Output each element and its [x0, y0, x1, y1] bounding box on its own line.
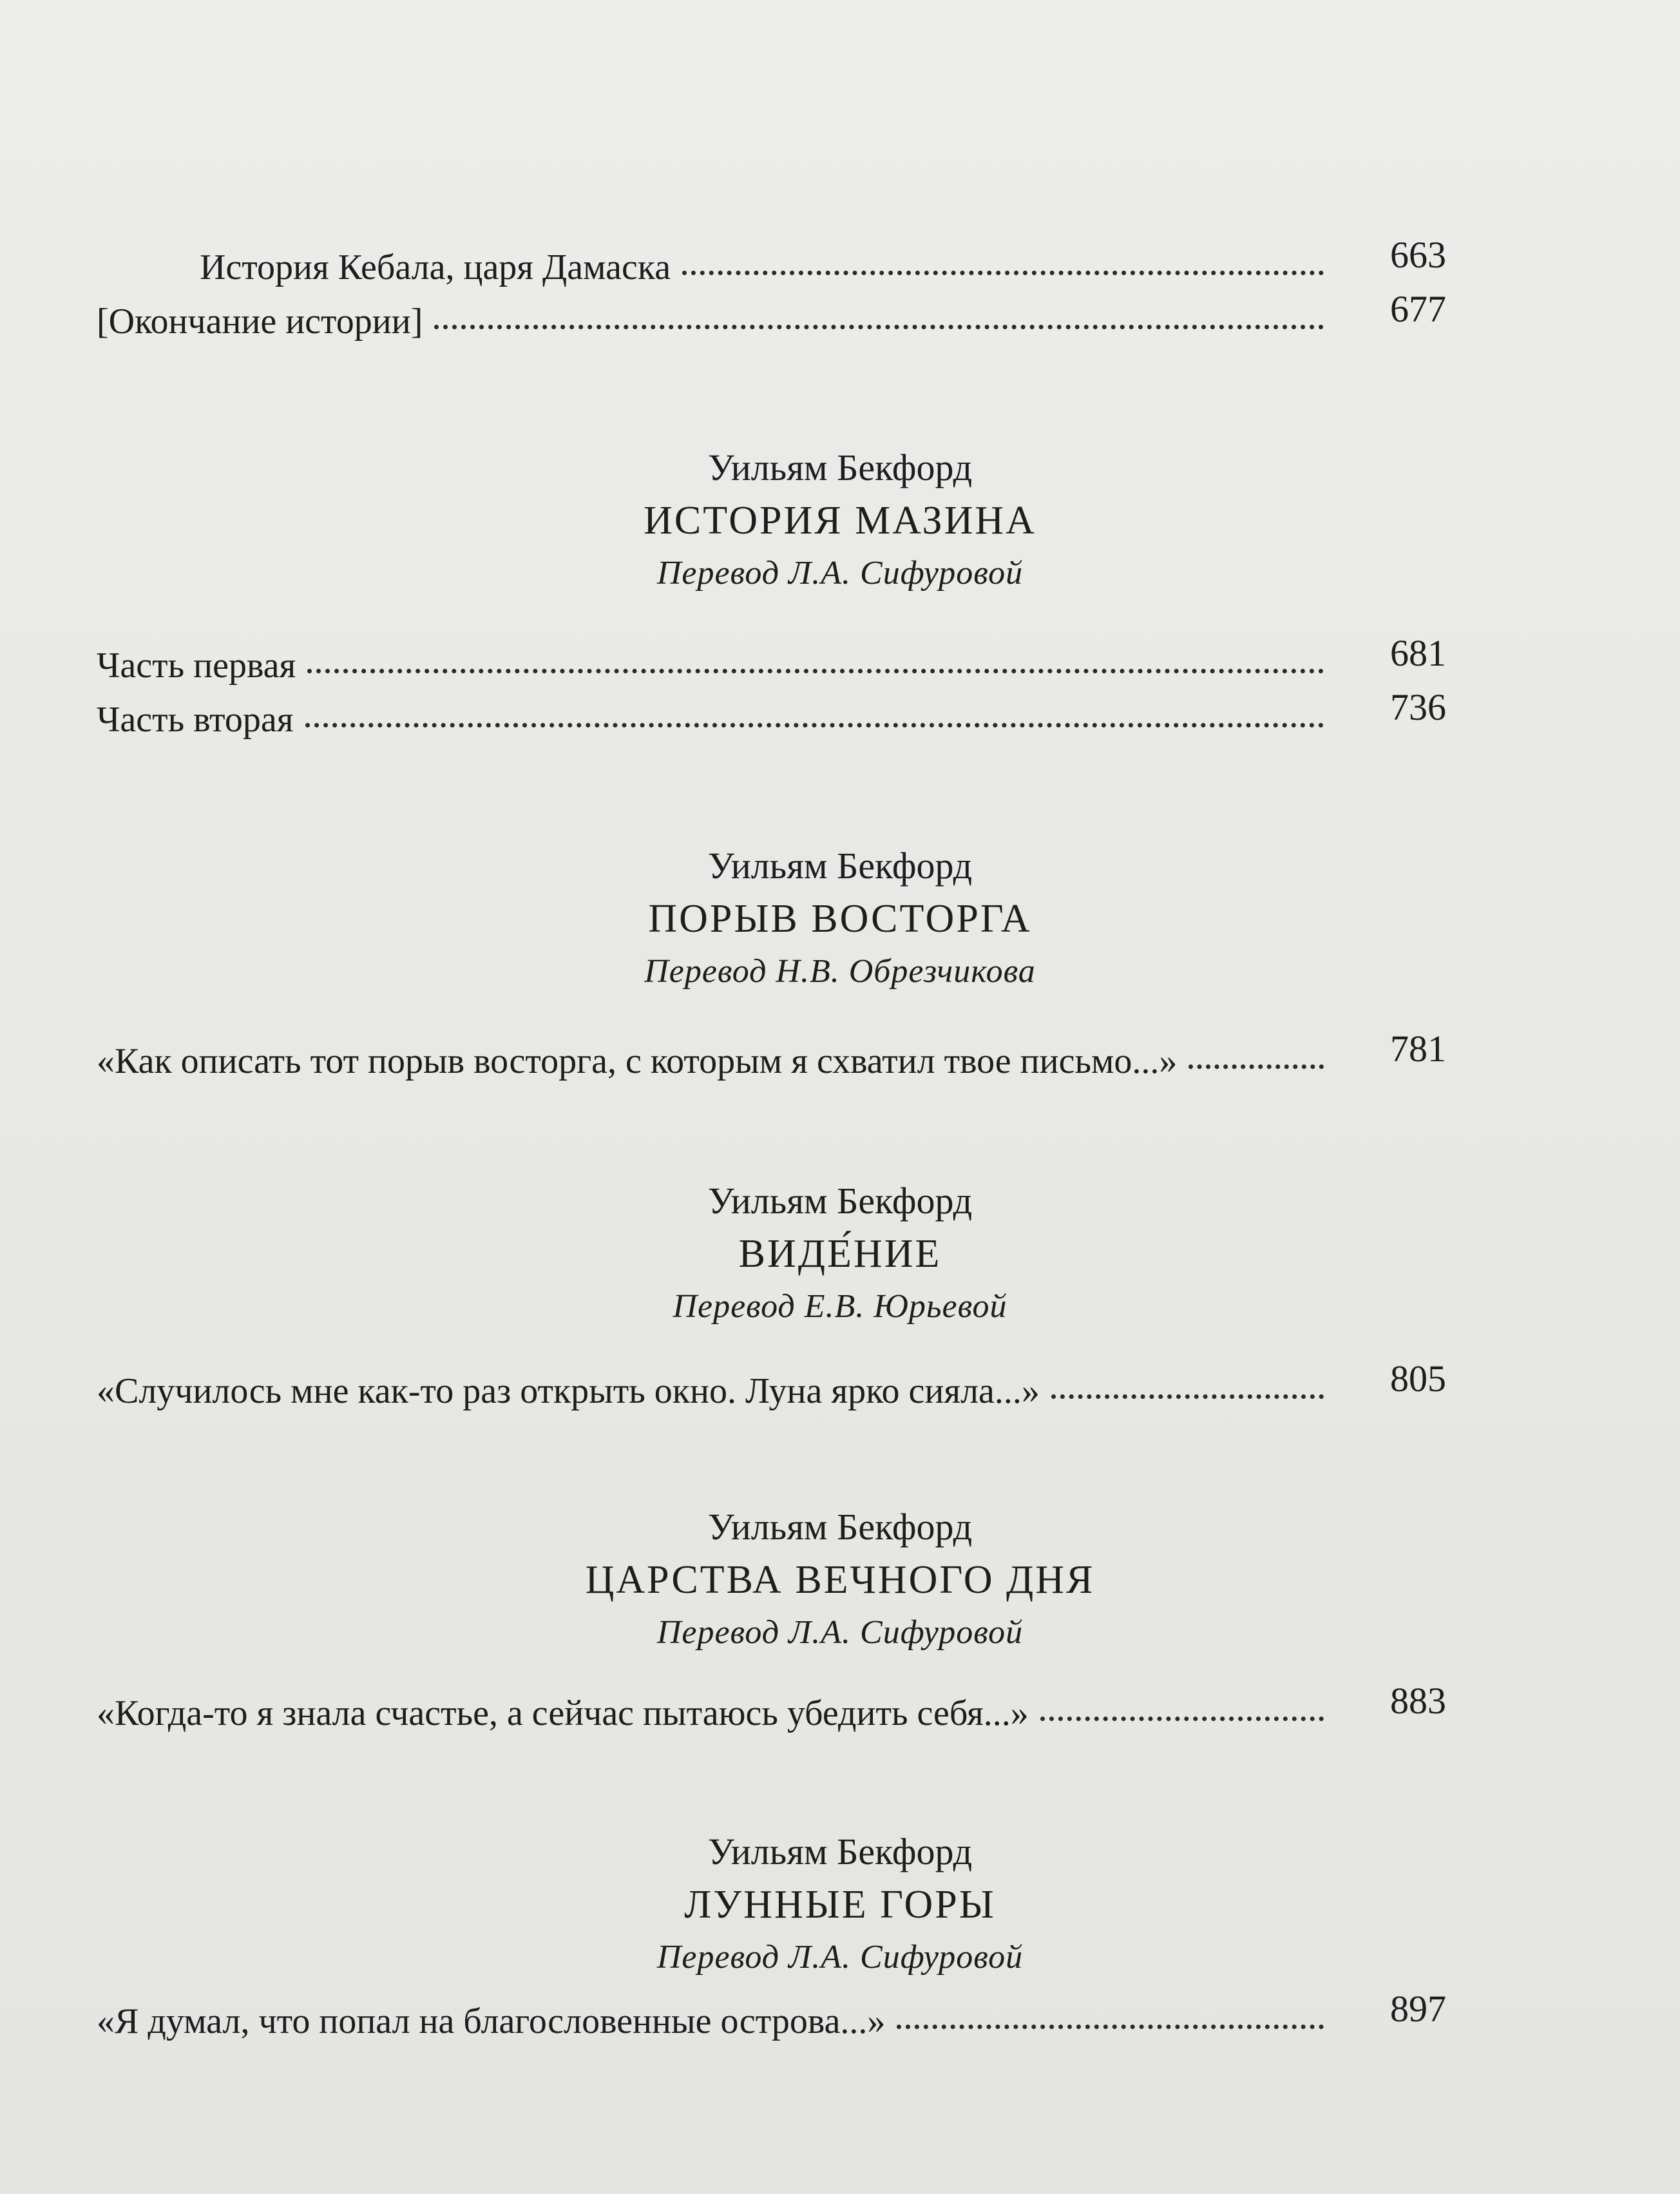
toc-entry-page: 681 — [1390, 632, 1446, 674]
toc-entry-page: 736 — [1390, 686, 1446, 728]
toc-entry-title: Часть вторая — [97, 700, 294, 740]
section-translator: Перевод Л.А. Сифуровой — [656, 1939, 1024, 1976]
section-author: Уильям Бекфорд — [707, 845, 973, 887]
leader-dots — [682, 264, 1324, 275]
leader-dots — [434, 318, 1324, 329]
toc-entry-title: История Кебала, царя Дамаска — [200, 247, 671, 287]
section-title: ПОРЫВ ВОСТОРГА — [648, 897, 1032, 941]
toc-entry-page: 805 — [1390, 1358, 1446, 1400]
section-title: ЛУННЫЕ ГОРЫ — [684, 1883, 996, 1927]
section-heading — [0, 1178, 1680, 1330]
section-heading — [0, 843, 1680, 995]
toc-entry-page: 897 — [1390, 1988, 1446, 2030]
section-heading — [0, 445, 1680, 597]
section-translator: Перевод Е.В. Юрьевой — [673, 1288, 1007, 1325]
toc-entry — [97, 632, 1446, 688]
section-author: Уильям Бекфорд — [707, 1180, 973, 1222]
leader-dots — [1040, 1710, 1324, 1721]
toc-entry-page: 663 — [1390, 234, 1446, 276]
toc-entry — [97, 1988, 1446, 2044]
section-title: ВИДЕ́НИЕ — [738, 1232, 942, 1276]
toc-entry — [97, 1028, 1446, 1084]
toc-entry — [97, 1358, 1446, 1414]
toc-entry-page: 883 — [1390, 1680, 1446, 1722]
toc-entry — [200, 234, 1446, 290]
section-title: ЦАРСТВА ВЕЧНОГО ДНЯ — [585, 1558, 1095, 1602]
toc-entry-title: «Как описать тот порыв восторга, с которым я схватил твое письмо...» — [97, 1041, 1178, 1081]
section-heading — [0, 1504, 1680, 1656]
section-translator: Перевод Л.А. Сифуровой — [656, 555, 1024, 592]
leader-dots — [1051, 1388, 1324, 1399]
toc-entry-title: «Когда-то я знала счастье, а сейчас пытаюсь убедить себя...» — [97, 1693, 1029, 1733]
leader-dots — [1188, 1058, 1324, 1069]
section-title: ИСТОРИЯ МАЗИНА — [644, 499, 1036, 543]
toc-entry-title: [Окончание истории] — [97, 302, 423, 342]
leader-dots — [897, 2018, 1324, 2029]
toc-entry-page: 677 — [1390, 288, 1446, 330]
show-through-text — [915, 361, 922, 396]
section-author: Уильям Бекфорд — [707, 1831, 973, 1872]
toc-entry — [97, 1680, 1446, 1736]
toc-entry-page: 781 — [1390, 1028, 1446, 1070]
toc-entry — [97, 686, 1446, 742]
toc-entry-title: «Я думал, что попал на благословенные острова...» — [97, 2001, 886, 2041]
section-author: Уильям Бекфорд — [707, 447, 973, 488]
leader-dots — [305, 717, 1324, 727]
section-translator: Перевод Л.А. Сифуровой — [656, 1614, 1024, 1651]
section-heading — [0, 1829, 1680, 1981]
leader-dots — [307, 662, 1324, 673]
section-author: Уильям Бекфорд — [707, 1506, 973, 1548]
toc-entry — [97, 288, 1446, 344]
toc-entry-title: «Случилось мне как-то раз открыть окно. Луна ярко сияла...» — [97, 1371, 1040, 1411]
toc-entry-title: Часть первая — [97, 646, 296, 686]
section-translator: Перевод Н.В. Обрезчикова — [644, 953, 1036, 990]
